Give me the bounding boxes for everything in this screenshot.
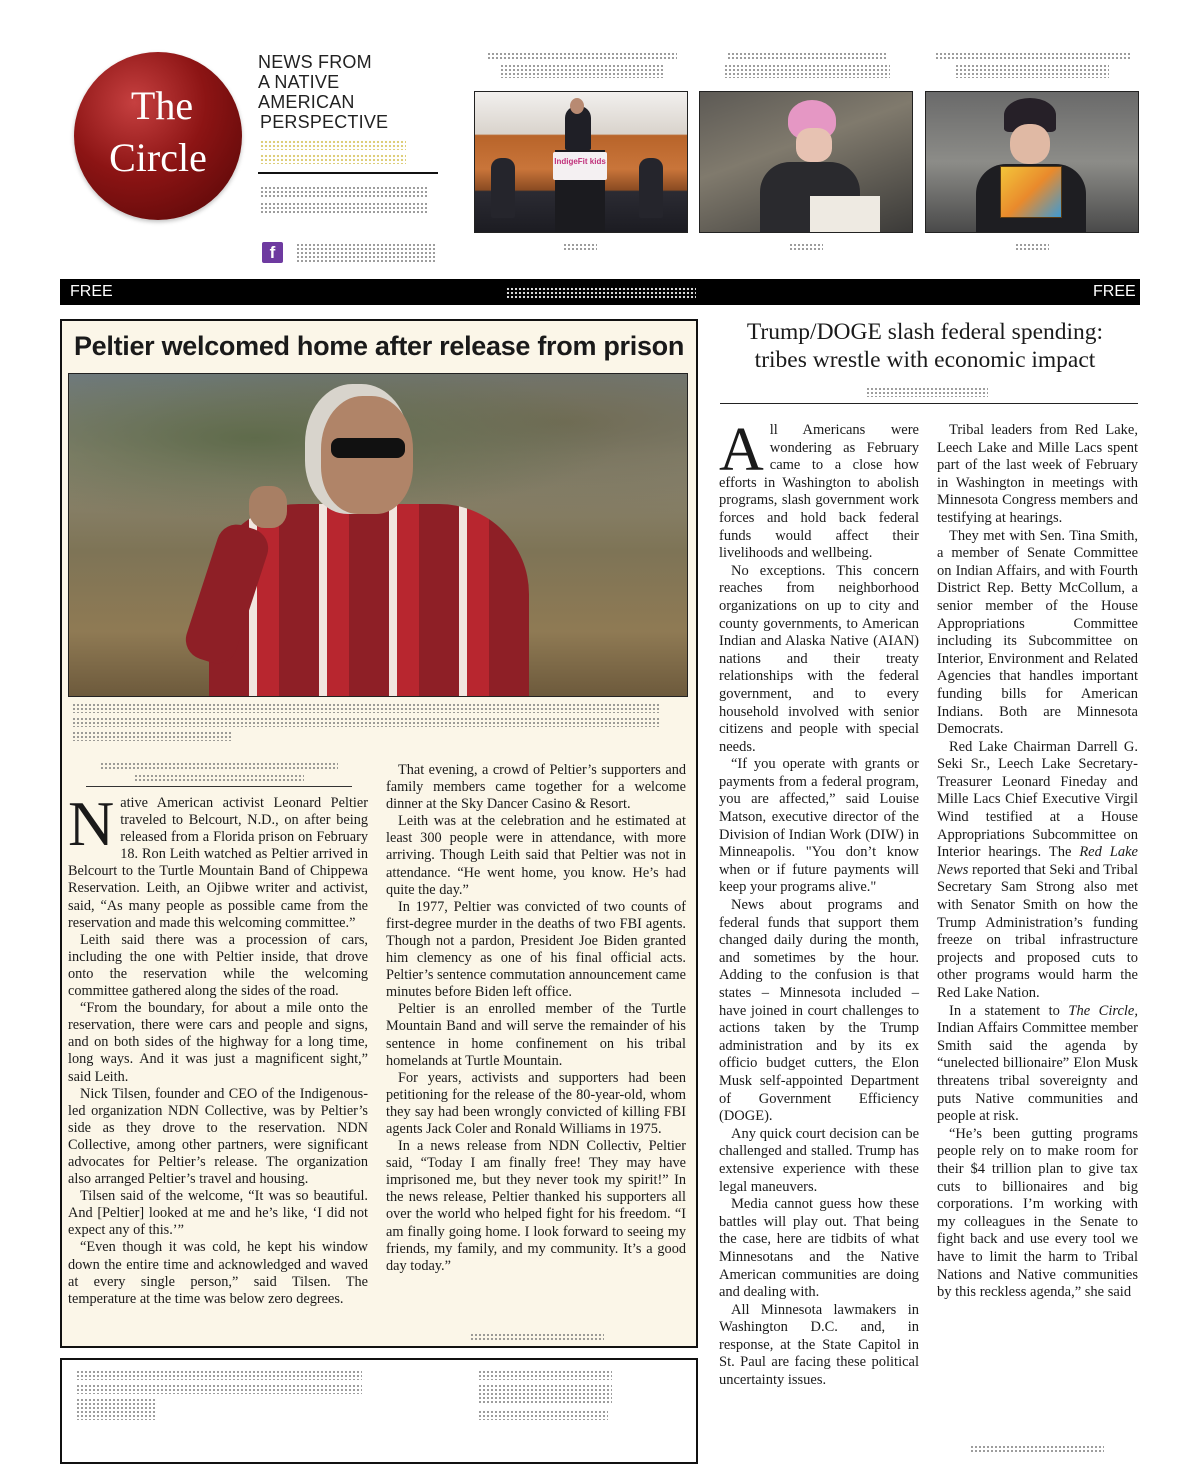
byline-blurred-2 (134, 774, 304, 782)
issue-date-blurred (506, 287, 696, 299)
doge-column-1 (719, 416, 919, 1390)
publication-name: The Circle, (1068, 1002, 1138, 1019)
photo3-title-blurred-2 (955, 64, 1109, 78)
doge-headline[interactable] (710, 318, 1140, 374)
promo-text-blurred-3 (76, 1398, 156, 1420)
photo1-title-blurred-2 (500, 64, 664, 78)
desk-paper (810, 196, 880, 233)
photo-student-drawing[interactable] (699, 91, 913, 233)
drop-cap: A (719, 416, 764, 484)
facebook-icon[interactable]: f (262, 242, 283, 263)
peltier-headline[interactable]: Peltier welcomed home after release from prison (73, 331, 685, 361)
paragraph: Tribal leaders from Red Lake, Leech Lake and Mille Lacs spent part of the last week of February in Washington in meetings with Minnesota Congress members and testifying at hearings. (937, 422, 1138, 526)
raised-fist (249, 486, 287, 528)
paragraph: In 1977, Peltier was convicted of two counts of first-degree murder in the deaths of two FBI agents. Though not a pardon, President Joe Biden granted him clemency as one of his final official acts. Peltier’s sentence commutation announcement came minutes before Biden left office. (386, 898, 686, 1001)
paragraph: Any quick court decision can be challenged and stalled. Trump has extensive experience with these legal maneuvers. (719, 1125, 919, 1195)
doge-end-mark-blurred (970, 1445, 1104, 1453)
tagline-line-4: PERSPECTIVE (260, 112, 389, 132)
promo-text-blurred-2 (76, 1384, 362, 1394)
paragraph: Red Lake Chairman Darrell G. Seki Sr., Leech Lake Secretary-Treasurer Leonard Fineday and Mille Lacs Chief Executive Virgil Wind testified at a House Appropriations Subcommittee on Interior hearings. The Red Lake News reported that Seki and Tribal Secretary Sam Strong also met with Senator Smith on how the Trump Administration’s funding freeze on tribal infrastructure projects and proposed cuts to other programs would harm the Red Lake Nation. (937, 738, 1138, 1001)
paragraph: “From the boundary, for about a mile onto the reservation, there were cars and people and signs, and on both sides of the highway for a long time, long ways. And it was just a magnificent sight,” said Leith. (68, 1000, 368, 1085)
photo2-title-blurred (727, 52, 887, 60)
doge-byline-blurred (866, 387, 988, 397)
logo-word-circle: Circle (109, 135, 207, 180)
tagline-rule (258, 172, 438, 174)
tagline (258, 52, 448, 132)
paragraph: Media cannot guess how these battles will play out. That being the case, here are tidbits of what Minnesotans and the Native American communities are doing and dealing with. (719, 1196, 919, 1301)
the-circle-logo[interactable] (74, 52, 242, 220)
doge-headline-line-2: tribes wrestle with economic impact (754, 347, 1096, 373)
byline-blurred (100, 762, 338, 770)
promo-text-blurred-5 (478, 1384, 612, 1404)
paragraph: News about programs and federal funds that support them changed daily during the month, and sometimes by the hour. Adding to the confusion is that states – Minnesota included – have joined in court challenges to actions taken by the Trump administration and by its ex officio budget cutters, the Elon Musk self-appointed Department of Government Efficiency (DOGE). (719, 897, 919, 1125)
podium-banner (553, 152, 607, 180)
masthead-info-blurred (260, 186, 428, 198)
photo-caption-blurred-3 (72, 731, 232, 741)
facebook-handle-blurred[interactable] (296, 243, 436, 263)
doge-headline-line-1: Trump/DOGE slash federal spending: (746, 319, 1104, 345)
book-cover (1000, 166, 1062, 218)
photo1-caption-blurred (563, 243, 597, 251)
student-face (796, 128, 832, 162)
paragraph: All Americans were wondering as February came to a close how efforts in Washington to abolish programs, slash government work forces and hold back federal funds would affect their livelihoods and wellbeing. (719, 416, 919, 562)
paragraph: Tilsen said of the welcome, “It was so beautiful. And [Peltier] looked at me and he’s like, ‘I did not expect any of this.’” (68, 1188, 368, 1239)
paragraph: “Even though it was cold, he kept his window down the entire time and acknowledged and waved at every single person,” said Tilsen. The temperature at the time was below zero degrees. (68, 1239, 368, 1307)
paragraph: Peltier is an enrolled member of the Turtle Mountain Band and will serve the remainder of his sentence in home confinement on his tribal homelands at Turtle Mountain. (386, 1001, 686, 1069)
photo2-caption-blurred (789, 243, 823, 251)
seated-person-left (491, 158, 515, 218)
paragraph: For years, activists and supporters had been petitioning for the release of the 80-year-old, whom they say had been wrongly convicted of killing FBI agents Jack Coler and Ronald Williams in 1975. (386, 1069, 686, 1137)
photo2-title-blurred-2 (724, 64, 890, 78)
logo-word-the: The (130, 83, 194, 128)
photo-caption-blurred-2 (72, 717, 660, 727)
paragraph: Leith said there was a procession of cars, including the one with Peltier inside, that drove onto the reservation while the welcoming committee gathered along the sides of the road. (68, 931, 368, 1000)
paragraph: All Minnesota lawmakers in Washington D.C. and, in response, at the State Capitol in St. Paul are facing these political uncertainty issues. (719, 1301, 919, 1389)
paragraph: Leith was at the celebration and he estimated at least 300 people were in attendance, with more arriving. Though Leith said that Peltier was not in attendance. “He went home, you know. He’s had quite the day.” (386, 813, 686, 898)
paragraph: “If you operate with grants or payments from a federal program, you are affected,” said Louise Matson, executive director of the Division of Indian Work (DIW) in Minneapolis. "You don’t know when or if future payments will keep your programs alive." (719, 756, 919, 896)
tagline-subtext-blurred (260, 140, 406, 150)
byline-rule (86, 786, 352, 787)
paragraph: “He’s been gutting programs people rely on to make room for their $4 trillion plan to give tax cuts to billionaires and big corporations. I’m working with my colleagues in the Senate to fight back and use every tool we have to limit the harm to Tribal Nations and Native communities by this reckless agenda,” she said (937, 1125, 1138, 1301)
paragraph: Nick Tilsen, founder and CEO of the Indigenous-led organization NDN Collective, was by Peltier’s side as they drove to the reservation. NDN Collective, among other partners, were significant advocates for Peltier’s release. The organization also arranged Peltier’s travel and housing. (68, 1085, 368, 1188)
sunglasses (331, 438, 405, 458)
doge-column-2 (937, 422, 1138, 1302)
promo-text-blurred-4 (478, 1370, 612, 1380)
peltier-photo[interactable] (68, 373, 688, 697)
banner-text: IndigeFit kids (554, 157, 606, 166)
end-mark-blurred (470, 1333, 604, 1341)
paragraph: In a statement to The Circle, Indian Affairs Committee member Smith said the agenda by “unelected billionaire” Elon Musk threatens tribal sovereignty and puts Native communities and people at risk. (937, 1002, 1138, 1125)
paragraph: In a news release from NDN Collectiv, Peltier said, “Today I am finally free! They may have imprisoned me, but they never took my spirit!” In the news release, Peltier thanked his supporters all over the world who helped fight for his freedom. “I am finally going home. I look forward to seeing my friends, my family, and my community. It’s a good day today.” (386, 1138, 686, 1274)
drop-cap: N (68, 788, 115, 859)
photo-podium-speakers[interactable] (474, 91, 688, 233)
photo3-caption-blurred (1015, 243, 1049, 251)
peltier-column-1 (68, 788, 368, 1308)
promo-text-blurred (76, 1370, 362, 1380)
tagline-line-3: AMERICAN (258, 92, 355, 112)
paragraph: They met with Sen. Tina Smith, a member of Senate Committee on Indian Affairs, and with Fourth District Rep. Betty McCollum, a senior member of the House Appropriations Committee including its Subcommittee on Interior, Environment and Related Agencies that handles important funding bills for American Indians. Both are Minnesota Democrats. (937, 527, 1138, 738)
doge-headline-rule (720, 403, 1138, 404)
photo3-title-blurred (935, 52, 1131, 60)
photo1-title-blurred (487, 52, 677, 60)
photo-child-with-book[interactable] (925, 91, 1139, 233)
paragraph: That evening, a crowd of Peltier’s supporters and family members came together for a welcome dinner at the Sky Dancer Casino & Resort. (386, 762, 686, 813)
masthead-info-blurred-2 (260, 202, 428, 214)
tagline-line-2: A NATIVE (258, 72, 340, 92)
promo-text-blurred-6 (478, 1410, 608, 1420)
seated-person-right (639, 158, 663, 218)
peltier-column-2 (386, 762, 686, 1275)
tagline-subtext-blurred-2 (260, 154, 406, 164)
child-face (1010, 124, 1050, 164)
publication-name: Red Lake News (937, 844, 1138, 878)
free-label-right: FREE (1093, 283, 1136, 300)
paragraph: Native American activist Leonard Peltier traveled to Belcourt, N.D., on after being released from a Florida prison on February 18. Ron Leith watched as Peltier arrived in Belcourt to the Turtle Mountain Band of Chippewa Reservation. Leith, an Ojibwe writer and activist, said, “As many people as possible came from the reservation and made this welcoming committee.” (68, 788, 368, 931)
speaker-head (570, 98, 584, 114)
photo-caption-blurred (72, 703, 660, 713)
free-label-left: FREE (70, 283, 113, 300)
paragraph: No exceptions. This concern reaches from neighborhood organizations on up to city and county governments, to American Indian and Alaska Native (AIAN) nations and their treaty relationships with the federal government, and to every household involved with senior citizens and people with special needs. (719, 562, 919, 755)
tagline-line-1: NEWS FROM (258, 52, 372, 72)
